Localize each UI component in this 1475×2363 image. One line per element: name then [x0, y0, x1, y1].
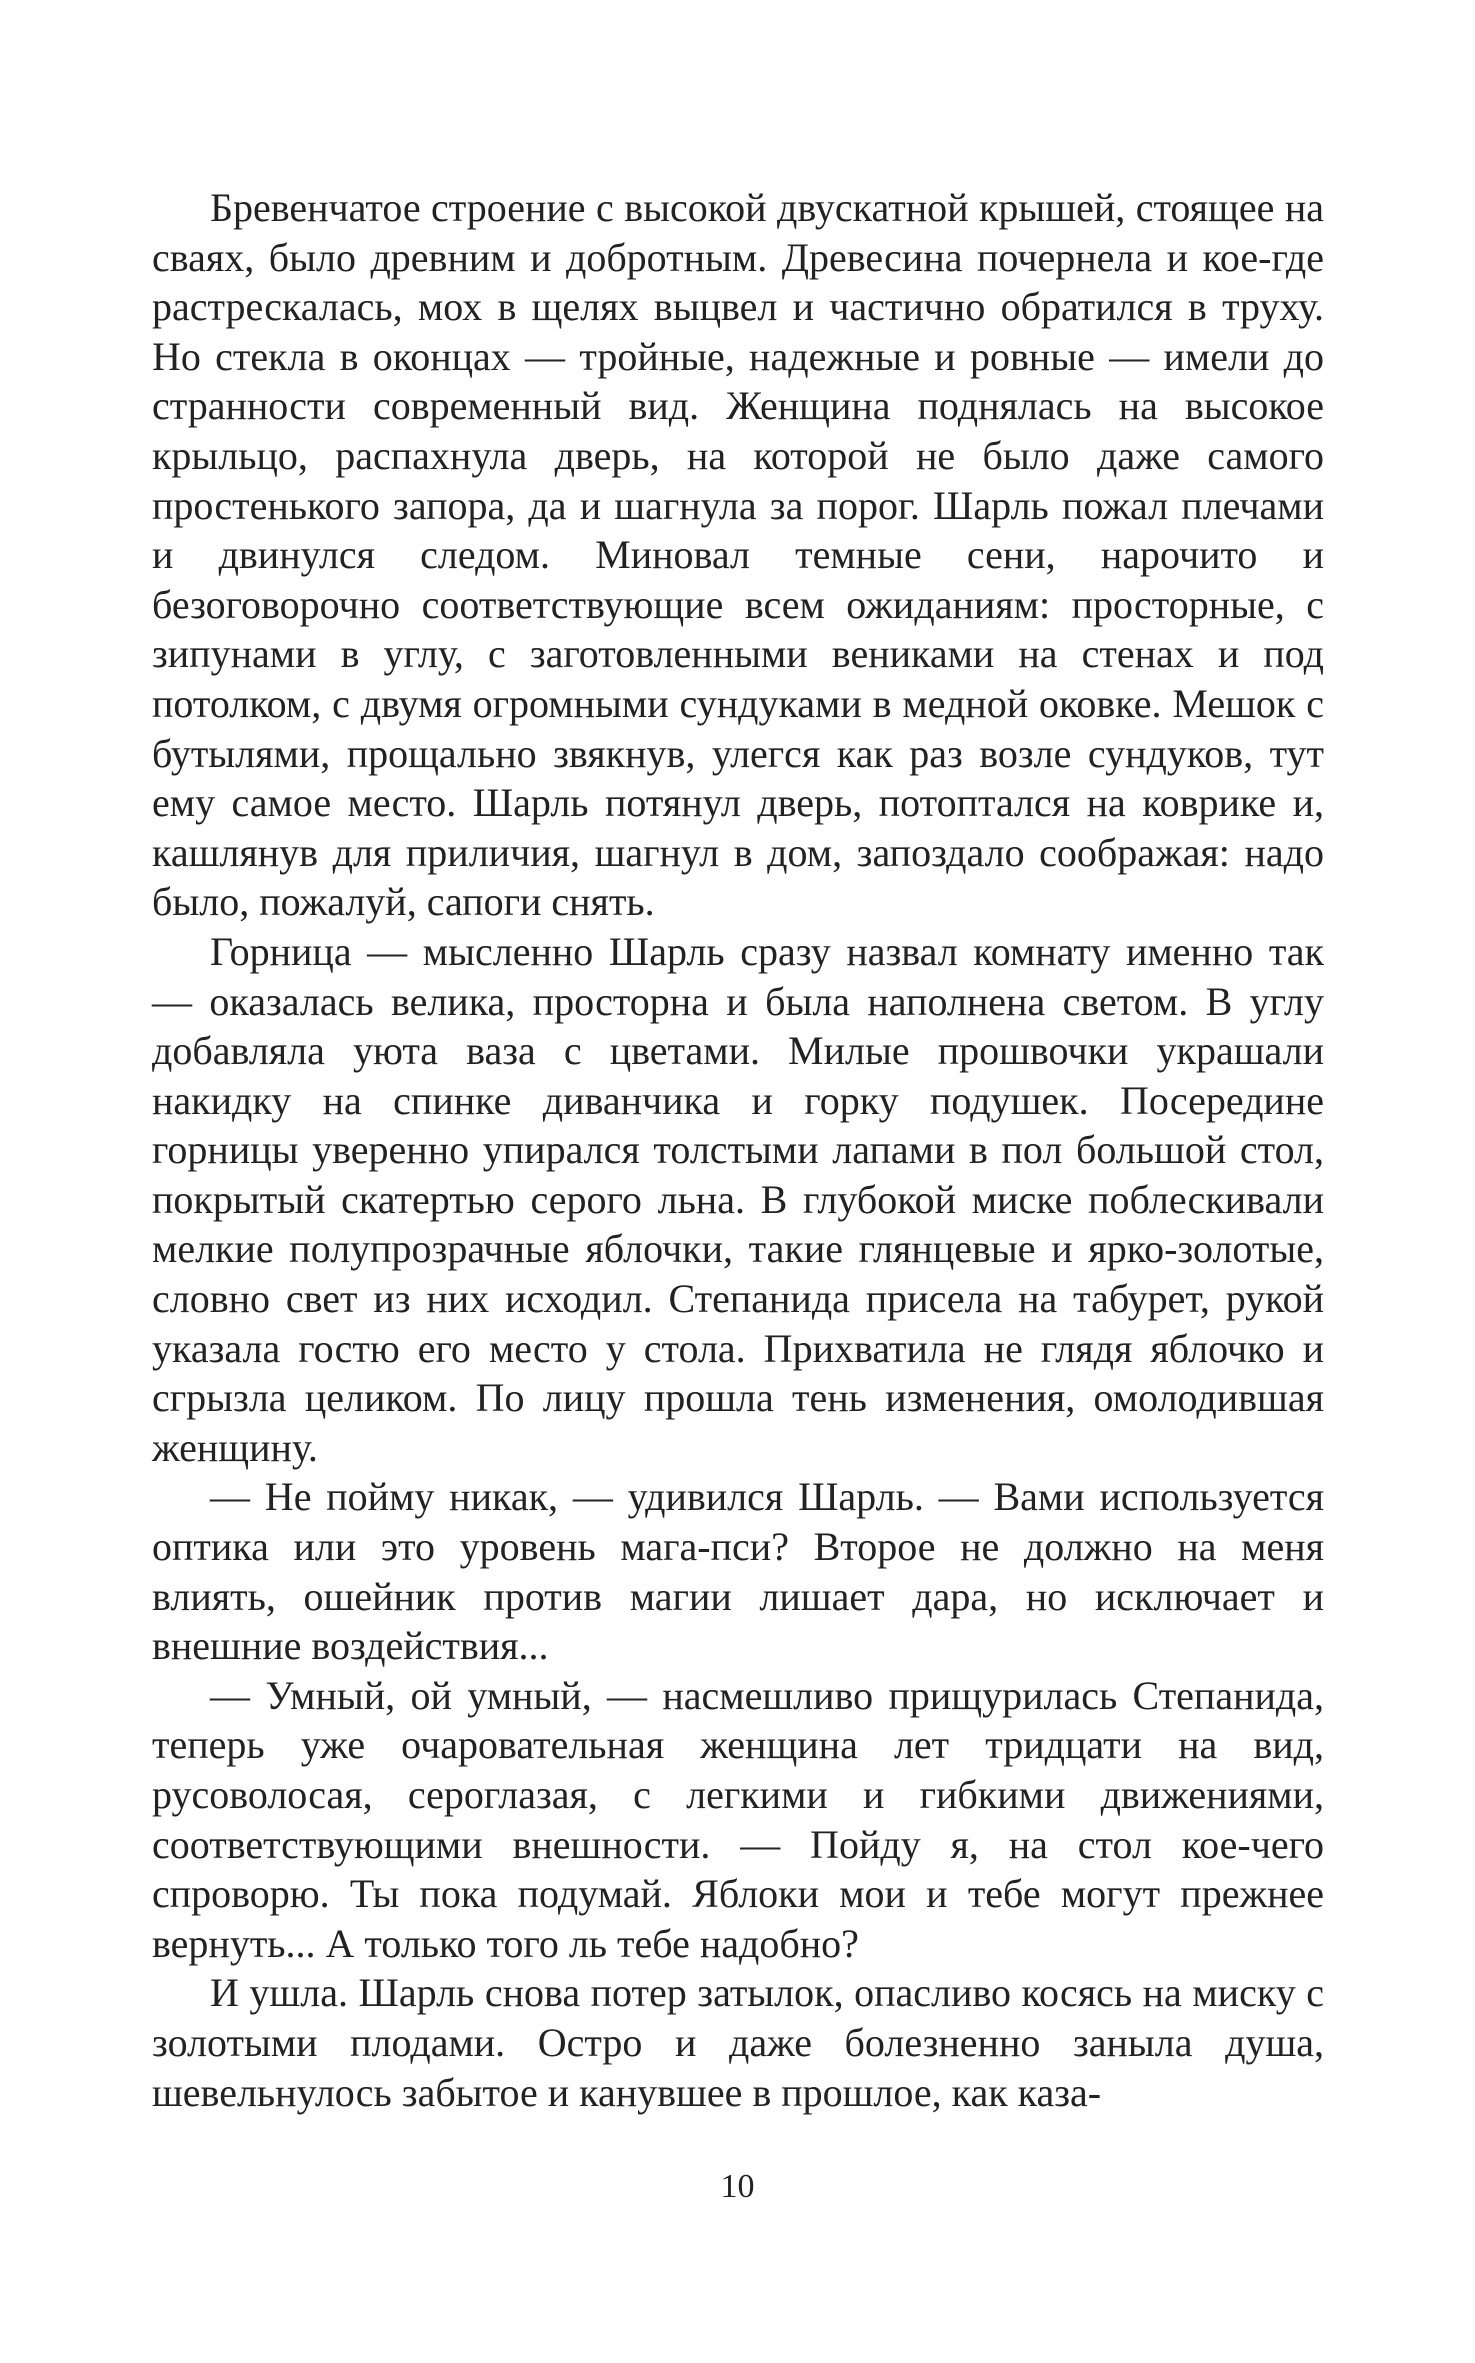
- paragraph-1: Бревенчатое строение с высокой двускатной крышей, стоящее на сваях, было древним и добротным. Древесина почернела и кое-где растрескалась, мох в щелях выцвел и частично обратился в труху. Но стекла в оконцах — тройные, надежные и ровные — имели до странности современный вид. Женщина поднялась на высокое крыльцо, распахнула дверь, на которой не было даже самого простенького запора, да и шагнула за порог. Шарль пожал плечами и двинулся следом. Миновал темные сени, нарочито и безоговорочно соответствующие всем ожиданиям: просторные, с зипунами в углу, с заготовленными вениками на стенах и под потолком, с двумя огромными сундуками в медной оковке. Мешок с бутылями, прощально звякнув, улегся как раз возле сундуков, тут ему самое место. Шарль потянул дверь, потоптался на коврике и, кашлянув для приличия, шагнул в дом, запоздало соображая: надо было, пожалуй, сапоги снять.: [152, 185, 1324, 925]
- paragraph-5: И ушла. Шарль снова потер затылок, опасливо косясь на миску с золотыми плодами. Остро и даже болезненно заныла душа, шевельнулось забытое и канувшее в прошлое, как каза-: [152, 1970, 1324, 2115]
- paragraph-2: Горница — мысленно Шарль сразу назвал комнату именно так — оказалась велика, просторна и была наполнена светом. В углу добавляла уюта ваза с цветами. Милые прошвочки украшали накидку на спинке диванчика и горку подушек. Посередине горницы уверенно упирался толстыми лапами в пол большой стол, покрытый скатертью серого льна. В глубокой миске поблескивали мелкие полупрозрачные яблочки, такие глянцевые и ярко-золотые, словно свет из них исходил. Степанида присела на табурет, рукой указала гостю его место у стола. Прихватила не глядя яблочко и сгрызла целиком. По лицу прошла тень изменения, омолодившая женщину.: [152, 928, 1324, 1470]
- page-number: 10: [720, 2168, 755, 2205]
- paragraph-4: — Умный, ой умный, — насмешливо прищурилась Степанида, теперь уже очаровательная женщина лет тридцати на вид, русоволосая, сероглазая, с легкими и гибкими движениями, соответствующими внешности. — Пойду я, на стол кое-чего спроворю. Ты пока подумай. Яблоки мои и тебе могут прежнее вернуть... А только того ль тебе надобно?: [152, 1672, 1324, 1966]
- paragraph-3: — Не пойму никак, — удивился Шарль. — Вами используется оптика или это уровень мага-пси? Второе не должно на меня влиять, ошейник против магии лишает дара, но исключает и внешние воздействия...: [152, 1474, 1324, 1669]
- body-text: [152, 183, 1324, 2117]
